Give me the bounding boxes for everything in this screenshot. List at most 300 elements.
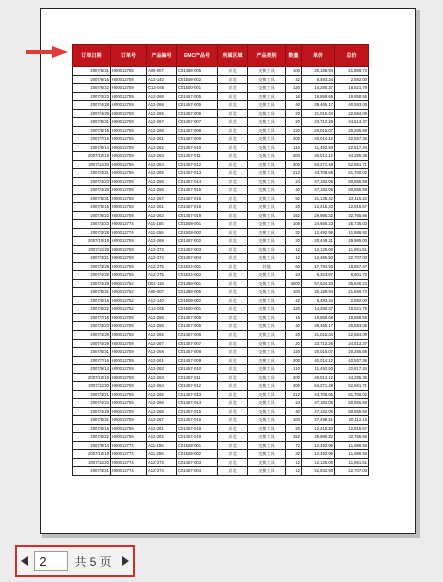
table-cell: 12,815.67 (335, 203, 369, 212)
table-cell: 京北 (218, 365, 248, 374)
table-cell: 2007/6/22 (73, 305, 111, 314)
table-cell: A11-256 (147, 450, 177, 459)
table-row (73, 373, 369, 382)
table-cell: 110 (286, 143, 302, 152)
table-cell: H00012759 (111, 143, 147, 152)
table-row (73, 143, 369, 152)
table-cell: 交换工具 (248, 373, 286, 382)
table-row (73, 467, 369, 476)
table-cell: 20,112.15 (335, 416, 369, 425)
table-cell: 2007/3/21 (73, 390, 111, 399)
table-row (73, 135, 369, 144)
table-cell: 50,855.50 (335, 186, 369, 195)
table-cell: 40 (286, 101, 302, 110)
table-row (73, 313, 369, 322)
table-cell: 12,125.00 (302, 245, 335, 254)
table-cell: 72 (286, 441, 302, 450)
table-cell: 京北 (218, 458, 248, 467)
table-cell: H00012759 (111, 382, 147, 391)
table-cell: 交换工具 (248, 126, 286, 135)
table-cell: 2007/4/23 (73, 399, 111, 408)
table-cell: H00012759 (111, 160, 147, 169)
table-row (73, 262, 369, 271)
table-cell: C01457-012 (177, 382, 218, 391)
table-cell: 12 (286, 245, 302, 254)
table-row (73, 237, 369, 246)
table-cell: 2007/6/15 (73, 296, 111, 305)
table-cell: A12-140 (147, 75, 177, 84)
table-cell: 交换工具 (248, 279, 286, 288)
table-cell: H00012759 (111, 101, 147, 110)
table-cell: 40,014.12 (302, 152, 335, 161)
table-cell: 18,521.79 (335, 84, 369, 93)
table-cell: H00012759 (111, 416, 147, 425)
table-cell: 京北 (218, 211, 248, 220)
table-cell: 24 (286, 399, 302, 408)
table-cell: 400 (286, 382, 302, 391)
table-row (73, 245, 369, 254)
table-cell: 交换工具 (248, 194, 286, 203)
table-cell: 8,601.73 (335, 271, 369, 280)
table-row (73, 450, 369, 459)
table-cell: C01457-004 (177, 254, 218, 263)
table-cell: 400 (286, 160, 302, 169)
table-cell: 京北 (218, 194, 248, 203)
table-cell: 40,014.12 (302, 356, 335, 365)
table-cell: A12-268 (147, 348, 177, 357)
table-cell: H00012774 (111, 220, 147, 229)
table-cell: 交换工具 (248, 330, 286, 339)
table-row (73, 433, 369, 442)
table-row (73, 118, 369, 127)
table-cell: 54,271.49 (302, 382, 335, 391)
table-cell: 120 (286, 305, 302, 314)
table-cell: 京北 (218, 296, 248, 305)
table-row (73, 101, 369, 110)
table-cell: 2007/4/28 (73, 279, 111, 288)
table-cell: H00012759 (111, 203, 147, 212)
table-cell: 18,521.79 (335, 305, 369, 314)
table-row (73, 382, 369, 391)
table-cell: 12,415.33 (302, 203, 335, 212)
table-header-row (73, 45, 369, 67)
table-cell: 京北 (218, 254, 248, 263)
table-row (73, 458, 369, 467)
table-cell: C12-046 (147, 305, 177, 314)
table-cell: 12,485.50 (302, 254, 335, 263)
table-cell: 交换工具 (248, 75, 286, 84)
table-cell: 交换工具 (248, 203, 286, 212)
table-cell: C01457-009 (177, 356, 218, 365)
table-row (73, 160, 369, 169)
table-cell: 交换工具 (248, 135, 286, 144)
table-cell: C01457-008 (177, 348, 218, 357)
table-cell: 京北 (218, 288, 248, 297)
table-cell: A12-266 (147, 407, 177, 416)
table-cell: A12-274 (147, 254, 177, 263)
table-cell: H00012759 (111, 177, 147, 186)
table-cell: 12 (286, 458, 302, 467)
table-cell: 22,817.34 (335, 143, 369, 152)
table-cell: 京北 (218, 450, 248, 459)
table-cell: 2,592.00 (335, 75, 369, 84)
table-cell: 152 (286, 433, 302, 442)
table-cell: 40 (286, 186, 302, 195)
table-cell: 16 (286, 313, 302, 322)
table-cell: H00012759 (111, 67, 147, 76)
table-cell: 2007/6/22 (73, 433, 111, 442)
table-cell: 20,449.31 (302, 237, 335, 246)
table-cell: 2007/7/16 (73, 313, 111, 322)
table-row (73, 424, 369, 433)
table-cell: 2007/6/22 (73, 211, 111, 220)
table-cell: 40,583.05 (335, 322, 369, 331)
table-cell: 2007/4/23 (73, 177, 111, 186)
table-cell: H00012774 (111, 467, 147, 476)
table-cell: C01457-010 (177, 143, 218, 152)
table-cell: 交换工具 (248, 169, 286, 178)
table-cell: C01457-003 (177, 458, 218, 467)
table-row (73, 186, 369, 195)
table-cell: 交换工具 (248, 433, 286, 442)
table-cell: 京北 (218, 467, 248, 476)
table-cell: 24 (286, 271, 302, 280)
table-cell: 42 (286, 75, 302, 84)
table-cell: 交换工具 (248, 450, 286, 459)
table-cell: A12-275 (147, 271, 177, 280)
page-navigator (15, 545, 135, 577)
next-page-button[interactable] (118, 547, 133, 575)
table-cell: 42,557.36 (335, 356, 369, 365)
table-cell: 47,182.05 (302, 186, 335, 195)
table-cell: 交换工具 (248, 407, 286, 416)
table-cell: 交换工具 (248, 177, 286, 186)
table-cell: 交换工具 (248, 288, 286, 297)
table-cell: C01457-013 (177, 390, 218, 399)
table-cell: C01457-002 (177, 237, 218, 246)
triangle-right-icon (122, 556, 129, 566)
table-cell: 2007/4/29 (73, 271, 111, 280)
table-cell: 19,858.55 (335, 92, 369, 101)
table-cell: 22,932.93 (302, 467, 335, 476)
table-cell: C01457-014 (177, 399, 218, 408)
table-cell: 2007/9/14 (73, 143, 111, 152)
table-cell: A12-265 (147, 109, 177, 118)
table-row (73, 75, 369, 84)
table-row (73, 67, 369, 76)
table-row (73, 416, 369, 425)
table-cell: C01508-002 (177, 75, 218, 84)
table-cell: 21,135.42 (302, 194, 335, 203)
table-cell: A12-263 (147, 373, 177, 382)
table-cell: 2007/3/28 (73, 262, 111, 271)
table-cell: 交换工具 (248, 186, 286, 195)
table-cell: 51,700.02 (335, 169, 369, 178)
table-cell: 35,640.24 (335, 279, 369, 288)
table-cell: 50,855.50 (335, 177, 369, 186)
table-cell: 22,115.22 (335, 194, 369, 203)
table-row (73, 322, 369, 331)
table-cell: A12-264 (147, 382, 177, 391)
table-cell: 交换工具 (248, 441, 286, 450)
table-cell: 40,014.12 (302, 135, 335, 144)
table-cell: 32,765.66 (335, 433, 369, 442)
table-cell: 2007/10/19 (73, 373, 111, 382)
table-cell: C01457-014 (177, 177, 218, 186)
table-cell: 京北 (218, 416, 248, 425)
page-number-input[interactable] (34, 551, 68, 571)
table-cell: H00012759 (111, 245, 147, 254)
table-cell: 2007/3/23 (73, 92, 111, 101)
table-row (73, 365, 369, 374)
table-cell: H00012759 (111, 75, 147, 84)
table-cell: C01457-012 (177, 160, 218, 169)
table-cell: 2007/3/23 (73, 220, 111, 229)
table-cell: 24,655.23 (302, 220, 335, 229)
table-cell: 50,855.50 (335, 399, 369, 408)
table-cell: 2007/7/16 (73, 135, 111, 144)
table-cell: H00012759 (111, 407, 147, 416)
table-cell: A12-262 (147, 433, 177, 442)
table-cell: 212 (286, 169, 302, 178)
table-cell: C01457-003 (177, 245, 218, 254)
table-cell: 47,182.05 (302, 399, 335, 408)
table-row (73, 390, 369, 399)
table-cell: 交换工具 (248, 254, 286, 263)
table-cell: H00012759 (111, 390, 147, 399)
table-cell: H00012759 (111, 262, 147, 271)
table-cell: 交换工具 (248, 101, 286, 110)
table-cell: 交换工具 (248, 416, 286, 425)
table-cell: 44,285.35 (335, 373, 369, 382)
table-cell: A12-269 (147, 237, 177, 246)
table-cell: 京北 (218, 356, 248, 365)
table-cell: C01457-005 (177, 101, 218, 110)
table-cell: 20 (286, 237, 302, 246)
table-cell: 52,561.71 (335, 160, 369, 169)
table-cell: 92 (286, 194, 302, 203)
table-cell: 京北 (218, 203, 248, 212)
table-row (73, 211, 369, 220)
table-cell: 12,125.00 (302, 458, 335, 467)
table-row (73, 84, 369, 93)
table-cell: C01458-001 (177, 279, 218, 288)
table-cell: 11,961.51 (335, 458, 369, 467)
table-cell: 2007/5/31 (73, 416, 111, 425)
table-cell: 2007/10/19 (73, 450, 111, 459)
table-cell: 京北 (218, 186, 248, 195)
table-cell: 2007/3/21 (73, 169, 111, 178)
table-cell: 京北 (218, 160, 248, 169)
table-row (73, 296, 369, 305)
table-cell: A12-140 (147, 296, 177, 305)
table-cell: A11-256 (147, 228, 177, 237)
column-header: EMC产品号 (177, 45, 218, 67)
table-cell: C01508-001 (177, 220, 218, 229)
table-cell: 16 (286, 92, 302, 101)
table-cell: H00012759 (111, 356, 147, 365)
table-row (73, 288, 369, 297)
table-cell: 19,859.69 (302, 92, 335, 101)
column-header: 单价 (302, 45, 335, 67)
table-cell: A12-267 (147, 416, 177, 425)
table-cell: A12-261 (147, 356, 177, 365)
table-cell: 京北 (218, 407, 248, 416)
table-cell: C01457-007 (177, 339, 218, 348)
table-cell: 40,014.12 (302, 373, 335, 382)
table-row (73, 152, 369, 161)
table-cell: 2007/4/28 (73, 101, 111, 110)
table-cell: 11,492.93 (302, 143, 335, 152)
table-cell: 2007/5/31 (73, 288, 111, 297)
table-cell: A12-263 (147, 152, 177, 161)
table-cell: 2007/6/15 (73, 203, 111, 212)
table-cell: 110 (286, 365, 302, 374)
table-cell: 交换工具 (248, 220, 286, 229)
table-cell: 20 (286, 424, 302, 433)
table-cell: A12-262 (147, 365, 177, 374)
table-cell: 22,584.09 (335, 330, 369, 339)
table-cell: 2007/6/22 (73, 84, 111, 93)
table-cell: A12-262 (147, 211, 177, 220)
table-cell: 京北 (218, 126, 248, 135)
table-cell: 交换工具 (248, 305, 286, 314)
table-cell: C01457-019 (177, 211, 218, 220)
table-cell: C01457-011 (177, 152, 218, 161)
table-row (73, 356, 369, 365)
table-cell: 京北 (218, 109, 248, 118)
table-row (73, 194, 369, 203)
table-cell: 12 (286, 254, 302, 263)
table-cell: 20,189.94 (302, 288, 335, 297)
table-cell: 57,634.33 (302, 279, 335, 288)
table-cell: H00012752 (111, 288, 147, 297)
table-row (73, 220, 369, 229)
total-pages-label: 共 5 页 (74, 554, 112, 569)
table-cell: H00012759 (111, 271, 147, 280)
table-cell: 京北 (218, 143, 248, 152)
table-row (73, 254, 369, 263)
table-cell: 2007/5/31 (73, 194, 111, 203)
table-cell: 交换工具 (248, 424, 286, 433)
table-cell: 京北 (218, 424, 248, 433)
table-cell: 20 (286, 339, 302, 348)
table-cell: H00012752 (111, 305, 147, 314)
table-row (73, 305, 369, 314)
table-cell: 京北 (218, 237, 248, 246)
table-cell: 京北 (218, 348, 248, 357)
table-cell: 2007/4/28 (73, 407, 111, 416)
table-cell: 京北 (218, 330, 248, 339)
pointer-arrow-icon (26, 46, 68, 58)
table-cell: 京北 (218, 67, 248, 76)
table-cell: H00012759 (111, 348, 147, 357)
table-row (73, 339, 369, 348)
table-cell: 11,492.93 (302, 365, 335, 374)
table-cell: H00012759 (111, 84, 147, 93)
table-cell: 11,986.92 (335, 441, 369, 450)
table-cell: 2007/4/29 (73, 109, 111, 118)
table-cell: 交换工具 (248, 382, 286, 391)
table-cell: 2007/11/20 (73, 458, 111, 467)
table-row (73, 109, 369, 118)
table-cell: H00012759 (111, 211, 147, 220)
table-cell: 京北 (218, 279, 248, 288)
table-cell: 5,323.67 (302, 271, 335, 280)
table-cell: C01457-019 (177, 433, 218, 442)
table-row (73, 271, 369, 280)
table-cell: C01457-009 (177, 135, 218, 144)
table-cell: 2007/6/15 (73, 75, 111, 84)
table-cell: C01457-015 (177, 186, 218, 195)
table-cell: 2007/10/19 (73, 237, 111, 246)
table-cell: 100 (286, 67, 302, 76)
table-cell: A12-261 (147, 203, 177, 212)
table-cell: H00012759 (111, 169, 147, 178)
table-cell: 2007/5/31 (73, 67, 111, 76)
table-cell: 交换工具 (248, 245, 286, 254)
table-cell: 交换工具 (248, 118, 286, 127)
table-cell: 2007/9/14 (73, 441, 111, 450)
table-cell: C01500-001 (177, 84, 218, 93)
table-cell: C01508-002 (177, 450, 218, 459)
table-cell: 25,735.03 (335, 220, 369, 229)
table-cell: 交换工具 (248, 211, 286, 220)
table-cell: 200 (286, 135, 302, 144)
table-cell: C01457-010 (177, 365, 218, 374)
table-cell: 152 (286, 211, 302, 220)
table-cell: 47,182.05 (302, 177, 335, 186)
table-cell: A12-265 (147, 169, 177, 178)
data-table (72, 44, 369, 476)
table-cell: 44,285.35 (335, 152, 369, 161)
table-cell: 22,707.03 (335, 467, 369, 476)
table-cell: 京北 (218, 339, 248, 348)
table-cell: 京北 (218, 177, 248, 186)
table-row (73, 279, 369, 288)
table-cell: H00012759 (111, 186, 147, 195)
prev-page-button[interactable] (17, 547, 32, 575)
table-cell: 32 (286, 228, 302, 237)
table-cell: 交换工具 (248, 339, 286, 348)
table-cell: H00012752 (111, 279, 147, 288)
table-cell: 22,707.03 (335, 254, 369, 263)
table-cell: 12,815.67 (335, 424, 369, 433)
table-cell: 京北 (218, 390, 248, 399)
table-cell: C01457-006 (177, 330, 218, 339)
table-cell: C01500-001 (177, 305, 218, 314)
table-cell: 交换工具 (248, 228, 286, 237)
table-cell: 60 (286, 262, 302, 271)
table-cell: C01457-018 (177, 203, 218, 212)
table-cell: A12-274 (147, 467, 177, 476)
table-cell: 2007/4/29 (73, 339, 111, 348)
table-cell: 200 (286, 152, 302, 161)
table-cell: 京北 (218, 135, 248, 144)
column-header: 产品编号 (147, 45, 177, 67)
table-cell: 108 (286, 220, 302, 229)
table-cell: 200 (286, 356, 302, 365)
table-cell: 京北 (218, 118, 248, 127)
table-cell: C01457-008 (177, 126, 218, 135)
table-cell: D01-119 (147, 279, 177, 288)
table-cell: C01524-002 (177, 271, 218, 280)
table-cell: 交换工具 (248, 152, 286, 161)
column-header: 数量 (286, 45, 302, 67)
table-cell: 2007/4/28 (73, 330, 111, 339)
table-cell: 120 (286, 126, 302, 135)
table-cell: 2007/3/23 (73, 322, 111, 331)
